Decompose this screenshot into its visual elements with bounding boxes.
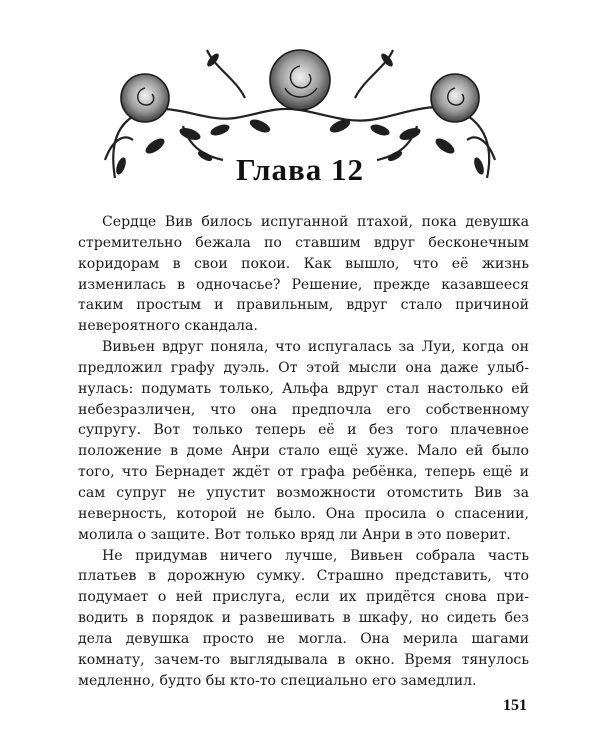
paragraph: Вивьен вдруг поняла, что испугалась за Луи, когда он предложил графу дуэль. От этой мысли она даже улыбнулась: подумать только, Альфа вдруг стал настолько ей небезразличен, что она предпочла его собственному супругу. Вот только теперь её и без того плачевное положение в доме Анри стало ещё хуже. Мало ей было того, что Бернадет ждёт от графа ребёнка, теперь ещё и сам супруг не упустит возможности отомстить Вив за неверность, которой не было. Она просила о спасении, молила о защите. Вот только вряд ли Анри в это поверит. <box>78 339 529 543</box>
paragraph: Не придумав ничего лучше, Вивьен собрала часть платьев в дорожную сумку. Страшно представить, что подумает о ней прислуга, если их придётся снова приводить в порядок и развешивать в шкафу, но сидеть без дела девушка просто не могла. Она мерила шагами комнату, зачем-то выглядывала в окно. Время тянулось медленно, будто бы кто-то специально его замедлил. <box>78 547 529 689</box>
paragraph: Сердце Вив билось испуганной птахой, пока девушка стремительно бежала по ставшим вдруг бесконечным коридорам в свои покои. Как вышло, что её жизнь изменилась в одночасье? Решение, прежде казавшееся таким простым и правильным, вдруг стало причиной невероятного скандала. <box>78 214 529 335</box>
chapter-body <box>78 212 529 691</box>
page-number: 151 <box>503 697 527 714</box>
chapter-title: Глава 12 <box>235 152 365 187</box>
